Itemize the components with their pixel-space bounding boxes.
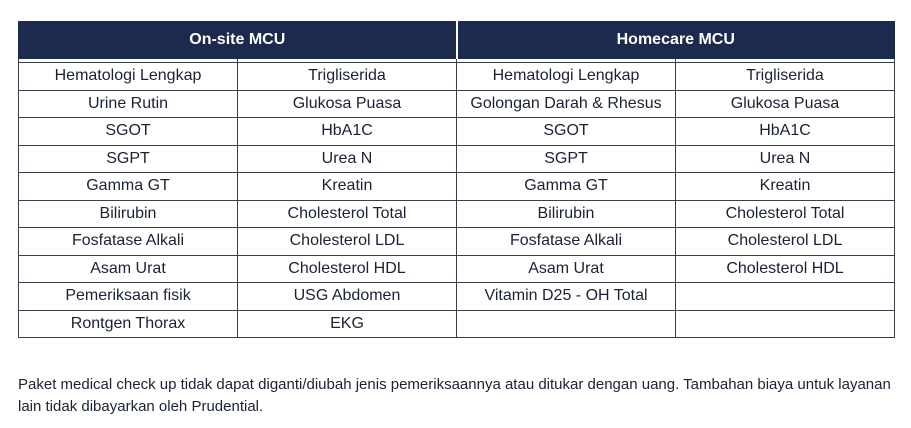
table-cell-onsite-col-1: Pemeriksaan fisik — [19, 283, 238, 311]
table-cell-onsite-col-1: Bilirubin — [19, 200, 238, 228]
table-cell-onsite-col-2: Cholesterol HDL — [238, 255, 457, 283]
table-cell-homecare-col-2 — [676, 283, 895, 311]
table-cell-onsite-col-1: Gamma GT — [19, 173, 238, 201]
table-body — [19, 59, 895, 338]
mcu-table-wrapper — [18, 21, 894, 338]
table-header-row — [19, 22, 895, 59]
table-row — [19, 145, 895, 173]
header-homecare-mcu: Homecare MCU — [457, 22, 895, 59]
table-cell-onsite-col-2: USG Abdomen — [238, 283, 457, 311]
table-row — [19, 173, 895, 201]
table-cell-onsite-col-1: Urine Rutin — [19, 90, 238, 118]
table-cell-homecare-col-1: Bilirubin — [457, 200, 676, 228]
table-cell-onsite-col-1: Rontgen Thorax — [19, 310, 238, 338]
table-row — [19, 118, 895, 146]
table-row — [19, 310, 895, 338]
table-cell-homecare-col-1: Asam Urat — [457, 255, 676, 283]
table-cell-homecare-col-2: Cholesterol LDL — [676, 228, 895, 256]
table-cell-onsite-col-1: SGOT — [19, 118, 238, 146]
table-cell-homecare-col-2: Urea N — [676, 145, 895, 173]
table-cell-onsite-col-2: Cholesterol Total — [238, 200, 457, 228]
table-row — [19, 283, 895, 311]
table-cell-homecare-col-2: Trigliserida — [676, 63, 895, 91]
table-cell-onsite-col-1: Asam Urat — [19, 255, 238, 283]
table-cell-onsite-col-2: Glukosa Puasa — [238, 90, 457, 118]
table-cell-homecare-col-2: Cholesterol HDL — [676, 255, 895, 283]
table-cell-homecare-col-2: Kreatin — [676, 173, 895, 201]
table-cell-homecare-col-1: Golongan Darah & Rhesus — [457, 90, 676, 118]
table-cell-homecare-col-1: SGOT — [457, 118, 676, 146]
table-cell-homecare-col-1: Vitamin D25 - OH Total — [457, 283, 676, 311]
table-row — [19, 63, 895, 91]
table-cell-homecare-col-2: Glukosa Puasa — [676, 90, 895, 118]
table-cell-onsite-col-1: Hematologi Lengkap — [19, 63, 238, 91]
table-row — [19, 255, 895, 283]
table-cell-homecare-col-2 — [676, 310, 895, 338]
table-cell-onsite-col-1: SGPT — [19, 145, 238, 173]
table-cell-homecare-col-2: HbA1C — [676, 118, 895, 146]
table-row — [19, 200, 895, 228]
table-row — [19, 90, 895, 118]
table-cell-onsite-col-2: Urea N — [238, 145, 457, 173]
table-cell-onsite-col-2: HbA1C — [238, 118, 457, 146]
table-cell-homecare-col-1 — [457, 310, 676, 338]
table-cell-homecare-col-1: Hematologi Lengkap — [457, 63, 676, 91]
table-row — [19, 228, 895, 256]
table-cell-onsite-col-2: Kreatin — [238, 173, 457, 201]
table-cell-onsite-col-2: Trigliserida — [238, 63, 457, 91]
table-cell-onsite-col-2: EKG — [238, 310, 457, 338]
table-cell-homecare-col-2: Cholesterol Total — [676, 200, 895, 228]
table-cell-homecare-col-1: Fosfatase Alkali — [457, 228, 676, 256]
mcu-comparison-table — [18, 21, 895, 338]
table-cell-onsite-col-2: Cholesterol LDL — [238, 228, 457, 256]
table-cell-homecare-col-1: Gamma GT — [457, 173, 676, 201]
table-cell-homecare-col-1: SGPT — [457, 145, 676, 173]
table-cell-onsite-col-1: Fosfatase Alkali — [19, 228, 238, 256]
disclaimer-note: Paket medical check up tidak dapat diganti/diubah jenis pemeriksaannya atau ditukar dengan uang. Tambahan biaya untuk layanan lain tidak dibayarkan oleh Prudential. — [18, 376, 891, 415]
header-onsite-mcu: On-site MCU — [19, 22, 457, 59]
